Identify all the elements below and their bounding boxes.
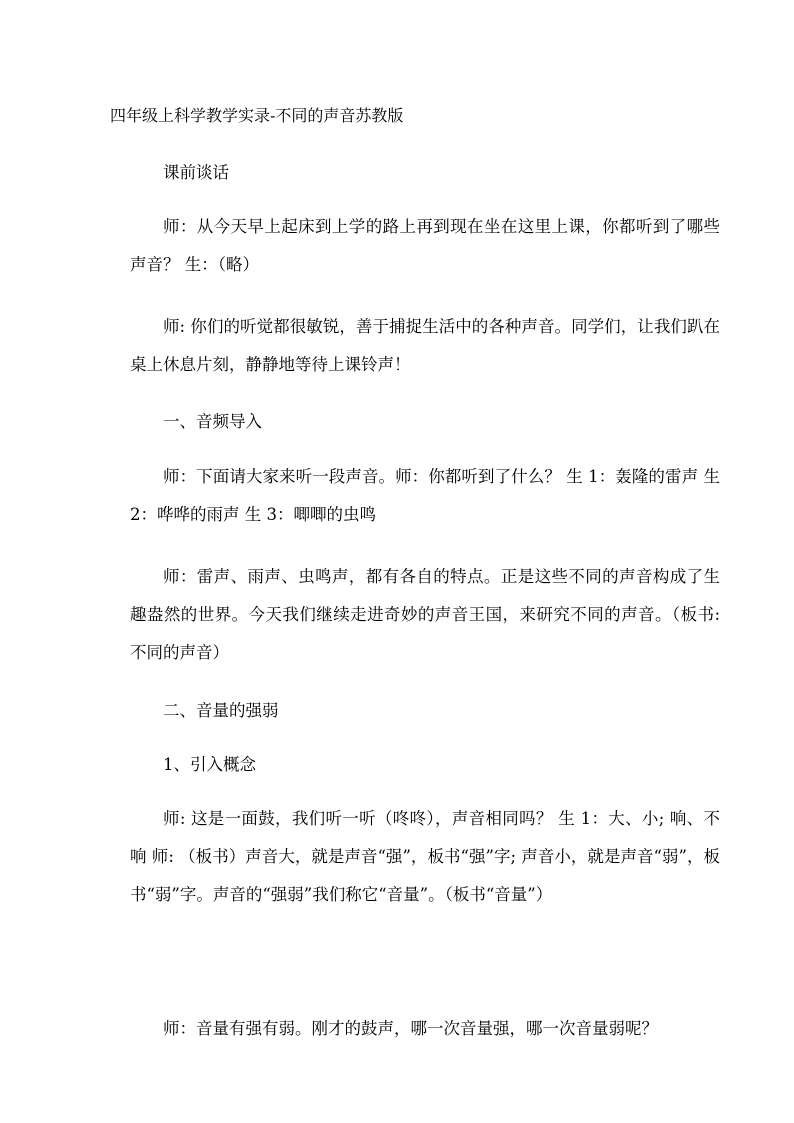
paragraph-teacher-listen-sounds: 师：下面请大家来听一段声音。师：你都听到了什么？ 生 1：轰隆的雷声 生 2：哗哗的雨声 生 3：唧唧的虫鸣	[130, 467, 720, 524]
paragraph-teacher-volume-question: 师：音量有强有弱。刚才的鼓声，哪一次音量强，哪一次音量弱呢？	[163, 1019, 658, 1038]
paragraph-teacher-question-sounds: 师：从今天早上起床到上学的路上再到现在坐在这里上课，你都听到了哪些声音？ 生：（略）	[130, 217, 720, 274]
paragraph-teacher-hearing-rest: 师: 你们的听觉都很敏锐，善于捕捉生活中的各种声音。同学们，让我们趴在桌上休息片刻，静静地等待上课铃声！	[130, 317, 720, 374]
paragraph-section-audio-intro-heading: 一、音频导入	[163, 412, 262, 431]
paragraph-teacher-different-sounds: 师：雷声、雨声、虫鸣声，都有各自的特点。正是这些不同的声音构成了生趣盎然的世界。今天我们继续走进奇妙的声音王国，来研究不同的声音。（板书:不同的声音）	[130, 567, 720, 662]
document-title: 四年级上科学教学实录-不同的声音苏教版	[110, 106, 404, 125]
paragraph-teacher-drum-volume: 师: 这是一面鼓，我们听一听（咚咚），声音相同吗？ 生 1：大、小; 响、不响 师: （板书）声音大，就是声音“强”，板书“强”字; 声音小，就是声音“弱”，板书“弱”字。声音的“强弱”我们称它“音量”。（板书“音量”）	[130, 809, 720, 904]
paragraph-pre-class-talk-heading: 课前谈话	[163, 163, 229, 182]
paragraph-introduce-concept-heading: 1、引入概念	[163, 755, 256, 774]
paragraph-section-volume-heading: 二、音量的强弱	[163, 701, 279, 720]
